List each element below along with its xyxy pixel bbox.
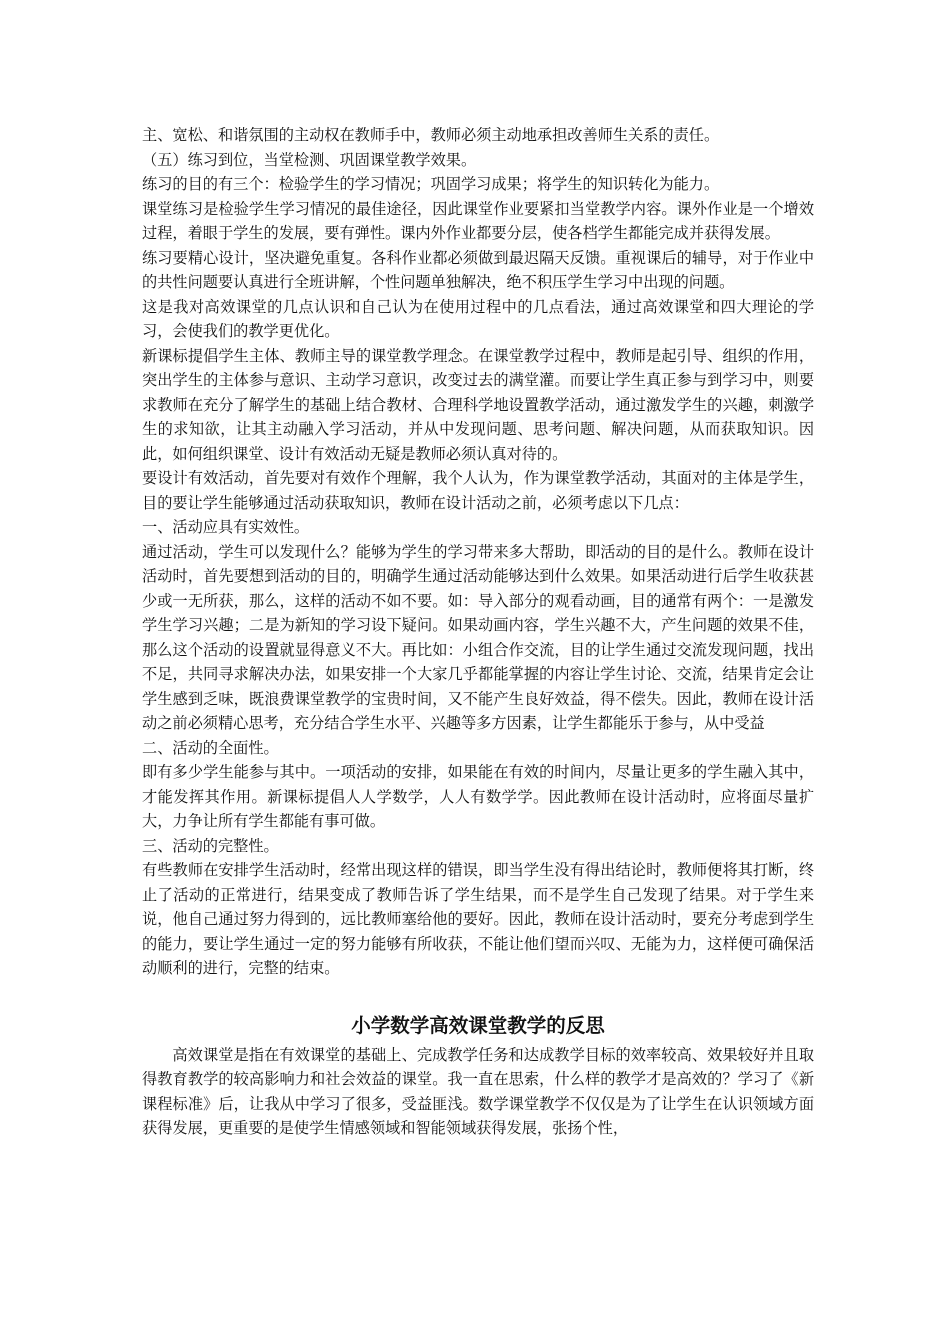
section-heading: 二、活动的全面性。 [142,738,279,757]
paragraph: 通过活动，学生可以发现什么？能够为学生的学习带来多大帮助，即活动的目的是什么。教师在设计活动时，首先要想到活动的目的，明确学生通过活动能够达到什么效果。如果活动进行后学生收获甚少或一无所获，那么，这样的活动不如不要。如：导入部分的观看动画，目的通常有两个：一是激发学生学习兴趣；二是为新知的学习设下疑问。如果动画内容，学生兴趣不大，产生问题的效果不佳，那么这个活动的设置就显得意义不大。再比如：小组合作交流，目的让学生通过交流发现问题，找出不足，共同寻求解决办法，如果安排一个大家几乎都能掌握的内容让学生讨论、交流，结果肯定会让学生感到乏味，既浪费课堂教学的宝贵时间，又不能产生良好效益，得不偿失。因此，教师在设计活动之前必须精心思考，充分结合学生水平、兴趣等多方因素，让学生都能乐于参与，从中受益 [142,542,814,732]
paragraph: 即有多少学生能参与其中。一项活动的安排，如果能在有效的时间内，尽量让更多的学生融入其中，才能发挥其作用。新课标提倡人人学数学，人人有数学学。因此教师在设计活动时，应将面尽量扩大，力争让所有学生都能有事可做。 [142,763,814,830]
paragraph: 要设计有效活动，首先要对有效作个理解，我个人认为，作为课堂教学活动，其面对的主体是学生，目的要让学生能够通过活动获取知识，教师在设计活动之前，必须考虑以下几点： [142,469,814,512]
paragraph: 练习的目的有三个：检验学生的学习情况；巩固学习成果；将学生的知识转化为能力。 [142,175,720,193]
section-heading: 三、活动的完整性。 [142,836,279,855]
paragraph: 主、宽松、和谐氛围的主动权在教师手中，教师必须主动地承担改善师生关系的责任。 [142,126,720,144]
section-spacer [142,981,814,1011]
paragraph: 课堂练习是检验学生学习情况的最佳途径，因此课堂作业要紧扣当堂教学内容。课外作业是一个增效过程，着眼于学生的发展，要有弹性。课内外作业都要分层，使各档学生都能完成并获得发展。 [142,199,814,242]
section-heading: 一、活动应具有实效性。 [142,518,310,536]
section-heading: （五）练习到位，当堂检测、巩固课堂教学效果。 [142,150,477,169]
paragraph: 有些教师在安排学生活动时，经常出现这样的错误，即当学生没有得出结论时，教师便将其打断，终止了活动的正常进行，结果变成了教师告诉了学生结果，而不是学生自己发现了结果。对于学生来说，他自己通过努力得到的，远比教师塞给他的要好。因此，教师在设计活动时，要充分考虑到学生的能力，要让学生通过一定的努力能够有所收获，不能让他们望而兴叹、无能为力，这样便可确保活动顺利的进行，完整的结束。 [142,861,814,977]
paragraph: 高效课堂是指在有效课堂的基础上、完成教学任务和达成教学目标的效率较高、效果较好并且取得教育教学的较高影响力和社会效益的课堂。我一直在思索，什么样的教学才是高效的？学习了《新课程标准》后，让我从中学习了很多，受益匪浅。数学课堂教学不仅仅是为了让学生在认识领域方面获得发展，更重要的是使学生情感领域和智能领域获得发展，张扬个性， [142,1045,814,1137]
article-title: 小学数学高效课堂教学的反思 [351,1013,605,1037]
paragraph: 这是我对高效课堂的几点认识和自己认为在使用过程中的几点看法，通过高效课堂和四大理论的学习，会使我们的教学更优化。 [142,297,814,340]
paragraph: 练习要精心设计，坚决避免重复。各科作业都必须做到最迟隔天反馈。重视课后的辅导，对于作业中的共性问题要认真进行全班讲解，个性问题单独解决，绝不积压学生学习中出现的问题。 [142,248,814,291]
paragraph: 新课标提倡学生主体、教师主导的课堂教学理念。在课堂教学过程中，教师是起引导、组织的作用，突出学生的主体参与意识、主动学习意识，改变过去的满堂灌。而要让学生真正参与到学习中，则要求教师在充分了解学生的基础上结合教材、合理科学地设置教学活动，通过激发学生的兴趣，刺激学生的求知欲，让其主动融入学习活动，并从中发现问题、思考问题、解决问题，从而获取知识。因此，如何组织课堂、设计有效活动无疑是教师必须认真对待的。 [142,346,814,463]
document-body [142,123,814,1141]
